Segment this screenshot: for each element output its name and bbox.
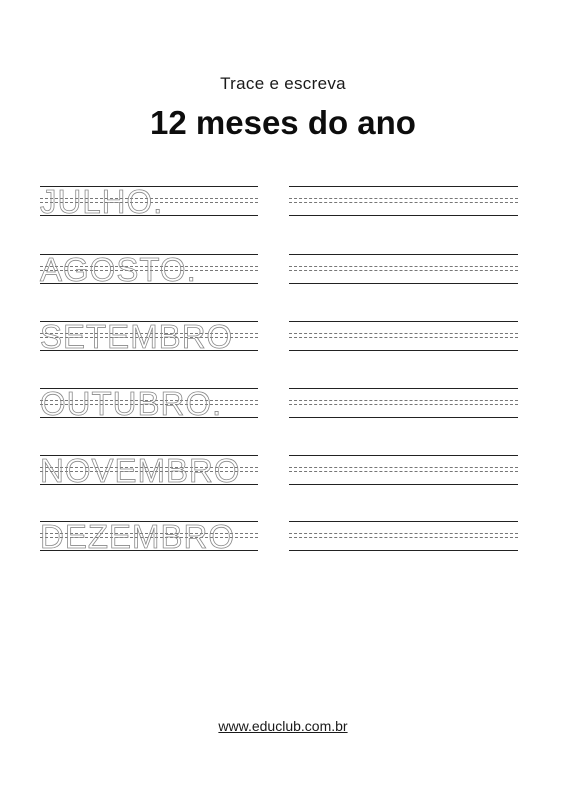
write-line-4 [289, 388, 518, 418]
trace-word-dezembro: DEZEMBRO [40, 518, 236, 555]
worksheet-title: 12 meses do ano [150, 104, 416, 141]
write-line-2 [289, 254, 518, 284]
month-row-4 [0, 385, 566, 428]
trace-line-2 [40, 251, 258, 288]
month-row-2 [0, 251, 566, 294]
trace-word-novembro: NOVEMBRO [40, 452, 241, 489]
trace-word-julho: JULHO. [40, 183, 164, 220]
trace-line-5 [40, 452, 258, 489]
trace-word-setembro: SETEMBRO [40, 318, 234, 355]
month-row-1 [0, 183, 566, 226]
write-line-1 [289, 186, 518, 216]
write-line-6 [289, 521, 518, 551]
write-line-5 [289, 455, 518, 485]
month-row-3 [0, 318, 566, 361]
month-row-6 [0, 518, 566, 561]
trace-word-outubro: OUTUBRO. [40, 385, 223, 422]
trace-line-4 [40, 385, 258, 422]
month-row-5 [0, 452, 566, 495]
trace-line-3 [40, 318, 258, 355]
trace-line-1 [40, 183, 258, 220]
trace-word-agosto: AGOSTO. [40, 251, 197, 288]
website-link[interactable]: www.educlub.com.br [218, 718, 348, 734]
worksheet-subtitle: Trace e escreva [220, 74, 346, 93]
write-line-3 [289, 321, 518, 351]
trace-line-6 [40, 518, 258, 555]
